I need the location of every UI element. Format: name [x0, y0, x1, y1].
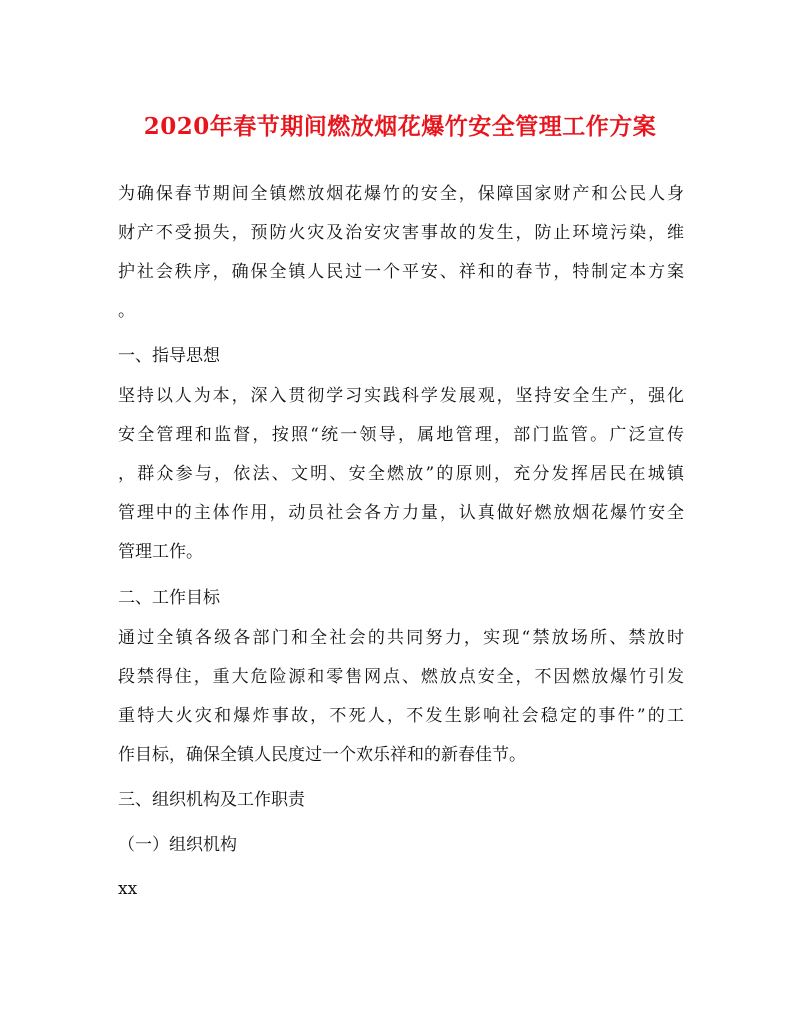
section-1-line-5: 管理工作。	[118, 542, 203, 562]
section-1-line-1: 坚持以人为本，深入贯彻学习实践科学发展观，坚持安全生产，强化	[118, 386, 684, 406]
section-3-heading: 三、组织机构及工作职责	[118, 790, 305, 810]
intro-line-4: 。	[118, 301, 135, 321]
intro-line-2: 财产不受损失，预防火灾及治安灾害事故的发生，防止环境污染，维	[118, 223, 684, 243]
section-2-line-2: 段禁得住，重大危险源和零售网点、燃放点安全，不因燃放爆竹引发	[118, 667, 684, 687]
section-2-heading: 二、工作目标	[118, 588, 220, 608]
section-2-line-3: 重特大火灾和爆炸事故，不死人，不发生影响社会稳定的事件”的工	[118, 706, 684, 726]
section-1-heading: 一、指导思想	[118, 346, 220, 366]
section-3-content: xx	[118, 879, 138, 899]
intro-line-1: 为确保春节期间全镇燃放烟花爆竹的安全，保障国家财产和公民人身	[118, 184, 684, 204]
section-1-line-3: ，群众参与，依法、文明、安全燃放”的原则，充分发挥居民在城镇	[118, 464, 684, 484]
intro-line-3: 护社会秩序，确保全镇人民过一个平安、祥和的春节，特制定本方案	[118, 262, 684, 282]
section-1-line-2: 安全管理和监督，按照“统一领导，属地管理，部门监管。广泛宣传	[118, 425, 684, 445]
section-1-line-4: 管理中的主体作用，动员社会各方力量，认真做好燃放烟花爆竹安全	[118, 503, 684, 523]
section-2-line-4: 作目标，确保全镇人民度过一个欢乐祥和的新春佳节。	[118, 745, 526, 765]
section-3-subheading: （一）组织机构	[118, 835, 237, 855]
section-2-line-1: 通过全镇各级各部门和全社会的共同努力，实现“禁放场所、禁放时	[118, 628, 684, 648]
document-title: 2020年春节期间燃放烟花爆竹安全管理工作方案	[143, 113, 657, 140]
